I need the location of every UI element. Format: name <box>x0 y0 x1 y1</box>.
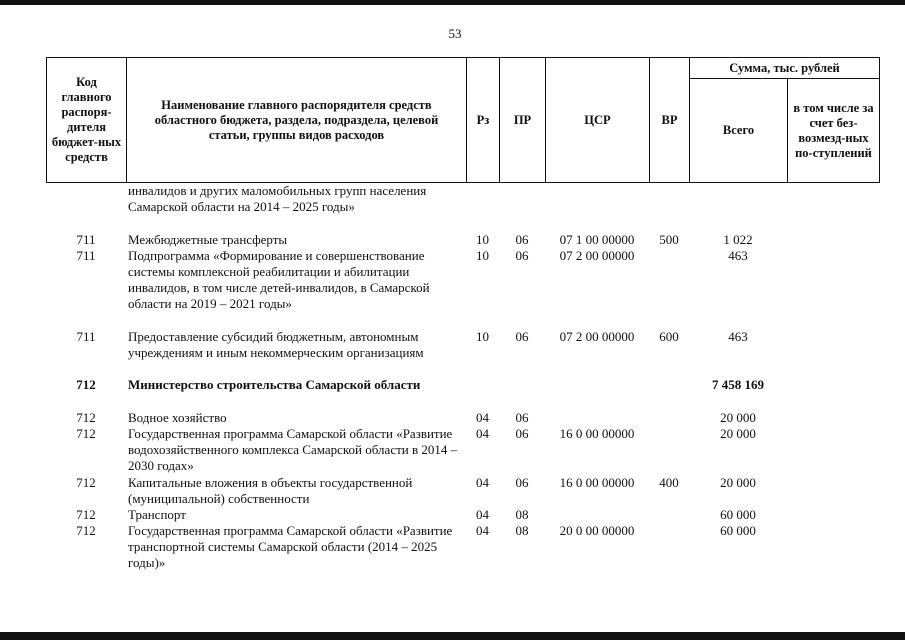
table-row <box>46 248 879 329</box>
header-vr: ВР <box>650 58 690 183</box>
cell-rz: 04 <box>476 523 489 539</box>
cell-name: Капитальные вложения в объекты государственной (муниципальной) собственности <box>128 474 413 506</box>
cell-code: 712 <box>76 506 96 522</box>
cell-total: 1 022 <box>723 231 753 247</box>
cell-csr: 07 1 00 00000 <box>559 231 635 247</box>
cell-code: 712 <box>76 409 96 425</box>
cell-rz: 10 <box>476 328 489 344</box>
header-name: Наименование главного распорядителя средств областного бюджета, раздела, подраздела, целевой статьи, группы видов расходов <box>127 58 467 183</box>
cell-name: Подпрограмма «Формирование и совершенствование системы комплексной реабилитации и абилитации инвалидов, в том числе детей-инвалидов, в Самарской области на 2019 – 2021 годы» <box>128 247 430 311</box>
bottom-scan-border <box>0 632 905 640</box>
cell-name: Транспорт <box>128 506 186 522</box>
cell-total: 7 458 169 <box>712 377 764 393</box>
table-row <box>46 329 879 378</box>
table-row <box>46 183 879 232</box>
cell-name: инвалидов и других маломобильных групп населения Самарской области на 2014 – 2025 годы» <box>128 183 427 214</box>
cell-total: 20 000 <box>720 409 756 425</box>
cell-code: 711 <box>76 328 96 344</box>
table-row <box>46 507 879 523</box>
cell-total: 60 000 <box>720 523 756 539</box>
cell-pr: 06 <box>515 425 529 441</box>
cell-total: 20 000 <box>720 474 756 490</box>
cell-code: 712 <box>76 523 96 539</box>
cell-code: 712 <box>76 474 96 490</box>
header-sum: Сумма, тыс. рублей <box>690 58 880 79</box>
cell-pr: 08 <box>515 523 529 539</box>
table-row <box>46 232 879 248</box>
cell-name: Министерство строительства Самарской области <box>128 377 421 393</box>
cell-total: 463 <box>728 328 748 344</box>
cell-total: 60 000 <box>720 506 756 522</box>
cell-pr: 06 <box>515 328 529 344</box>
cell-rz: 04 <box>476 506 489 522</box>
cell-rz: 04 <box>476 474 489 490</box>
cell-pr: 06 <box>515 231 529 247</box>
cell-name: Предоставление субсидий бюджетным, автономным учреждениям и иным некоммерческим организациям <box>128 328 424 360</box>
cell-code: 711 <box>76 247 96 263</box>
header-csr: ЦСР <box>546 58 650 183</box>
cell-name: Межбюджетные трансферты <box>128 231 288 247</box>
table-row <box>46 377 879 409</box>
cell-name: Государственная программа Самарской области «Развитие транспортной системы Самарской области (2014 – 2025 годы)» <box>128 523 453 571</box>
cell-name: Водное хозяйство <box>128 409 227 425</box>
cell-vr: 500 <box>659 231 679 247</box>
cell-name: Государственная программа Самарской области «Развитие водохозяйственного комплекса Самарской области в 2014 – 2030 годах» <box>128 425 458 473</box>
cell-csr: 07 2 00 00000 <box>559 247 635 263</box>
cell-rz: 10 <box>476 247 489 263</box>
cell-code: 712 <box>76 425 96 441</box>
header-rz: Рз <box>467 58 500 183</box>
page-number: 53 <box>448 26 462 41</box>
header-code: Код главного распоря-дителя бюджет-ных средств <box>47 58 127 183</box>
cell-rz: 04 <box>476 425 489 441</box>
cell-pr: 08 <box>515 506 529 522</box>
table-row <box>46 523 879 572</box>
cell-pr: 06 <box>515 474 529 490</box>
cell-code: 712 <box>76 377 96 393</box>
top-scan-border <box>0 0 905 5</box>
cell-pr: 06 <box>515 247 529 263</box>
header-incl: в том числе за счет без-возмезд-ных по-ступлений <box>788 79 880 183</box>
table-row <box>46 410 879 426</box>
cell-vr: 400 <box>659 474 679 490</box>
cell-pr: 06 <box>515 409 529 425</box>
cell-code: 711 <box>76 231 96 247</box>
cell-csr: 07 2 00 00000 <box>559 328 635 344</box>
cell-csr: 16 0 00 00000 <box>559 425 635 441</box>
cell-rz: 04 <box>476 409 489 425</box>
cell-csr: 16 0 00 00000 <box>559 474 635 490</box>
cell-total: 463 <box>728 247 748 263</box>
cell-csr: 20 0 00 00000 <box>559 523 635 539</box>
cell-rz: 10 <box>476 231 489 247</box>
header-total: Всего <box>690 79 788 183</box>
header-pr: ПР <box>500 58 546 183</box>
cell-total: 20 000 <box>720 425 756 441</box>
cell-vr: 600 <box>659 328 679 344</box>
table-row <box>46 475 879 507</box>
table-body <box>46 183 879 572</box>
table-header <box>46 57 880 183</box>
table-row <box>46 426 879 475</box>
